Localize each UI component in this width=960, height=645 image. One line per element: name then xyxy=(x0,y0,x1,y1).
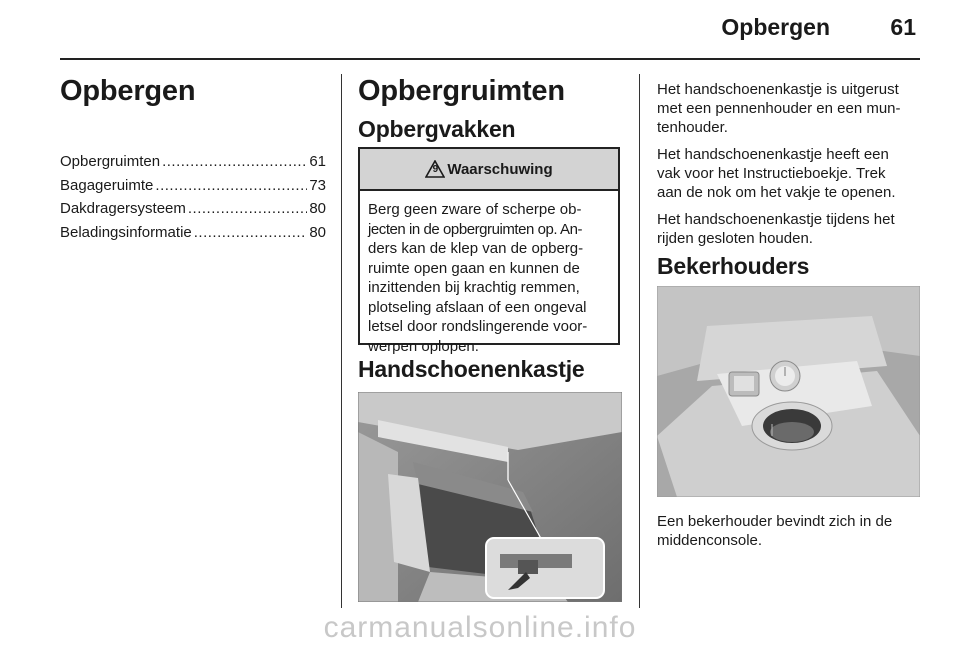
column-divider-left xyxy=(341,74,342,608)
paragraph: Het handschoenenkastje is uitgerust met een pennenhouder en een mun- tenhouder. xyxy=(657,81,901,136)
toc-entry-label: Beladingsinformatie xyxy=(60,223,192,241)
watermark: carmanualsonline.info xyxy=(323,611,637,644)
warning-line: jecten in de opbergruimten op. An- xyxy=(368,220,583,238)
chapter-heading: Opbergen xyxy=(60,75,196,107)
toc-entry-label: Dakdragersysteem xyxy=(60,200,186,217)
toc-leader-dots xyxy=(162,150,307,174)
warning-text xyxy=(360,191,618,356)
page-number: 61 xyxy=(890,14,916,40)
toc-entry-page: 73 xyxy=(309,176,326,194)
subsection-heading-glovebox: Handschoenenkastje xyxy=(358,356,585,382)
header-rule xyxy=(60,58,920,60)
glovebox-description xyxy=(657,80,927,256)
column-divider-right xyxy=(639,74,640,608)
warning-line: ruimte open gaan en kunnen de xyxy=(368,259,580,277)
cupholder-illustration xyxy=(657,286,920,497)
subsection-heading-cupholders: Bekerhouders xyxy=(657,253,810,279)
toc-entry[interactable] xyxy=(60,150,326,174)
warning-line: Berg geen zware of scherpe ob- xyxy=(368,201,582,218)
warning-line: inzittenden bij krachtig remmen, xyxy=(368,279,580,296)
section-heading: Opbergruimten xyxy=(358,75,565,107)
warning-box xyxy=(358,147,620,355)
warning-title: Waarschuwing xyxy=(447,160,553,178)
warning-line: ders kan de klep van de opberg- xyxy=(368,240,584,257)
warning-line: plotseling afslaan of een ongeval xyxy=(368,298,587,316)
toc-entry[interactable] xyxy=(60,221,326,245)
toc-entry[interactable] xyxy=(60,197,326,221)
toc-leader-dots xyxy=(194,221,308,245)
toc-entry-page: 80 xyxy=(309,200,326,217)
warning-line: werpen oplopen. xyxy=(368,337,479,355)
toc-entry-page: 61 xyxy=(309,153,326,170)
subsection-heading: Opbergvakken xyxy=(358,116,516,142)
paragraph: Het handschoenenkastje heeft een vak voor het Instructieboekje. Trek aan de nok om het vakje te openen. xyxy=(657,146,896,201)
warning-line: letsel door rondslingerende voor- xyxy=(368,318,588,335)
paragraph: Het handschoenenkastje tijdens het rijden gesloten houden. xyxy=(657,211,895,247)
toc-leader-dots xyxy=(155,174,307,198)
glovebox-illustration xyxy=(358,392,622,602)
page-header-title: Opbergen xyxy=(721,14,830,40)
toc-entry[interactable] xyxy=(60,174,326,198)
toc-entry-label: Opbergruimten xyxy=(60,153,161,170)
table-of-contents xyxy=(60,150,326,244)
toc-entry-label: Bagageruimte xyxy=(60,176,154,194)
toc-leader-dots xyxy=(188,197,307,221)
warning-header xyxy=(360,149,618,191)
warning-icon: 9 xyxy=(425,160,445,178)
toc-entry-page: 80 xyxy=(309,223,326,241)
cupholder-caption: Een bekerhouder bevindt zich in de middenconsole. xyxy=(657,513,893,549)
